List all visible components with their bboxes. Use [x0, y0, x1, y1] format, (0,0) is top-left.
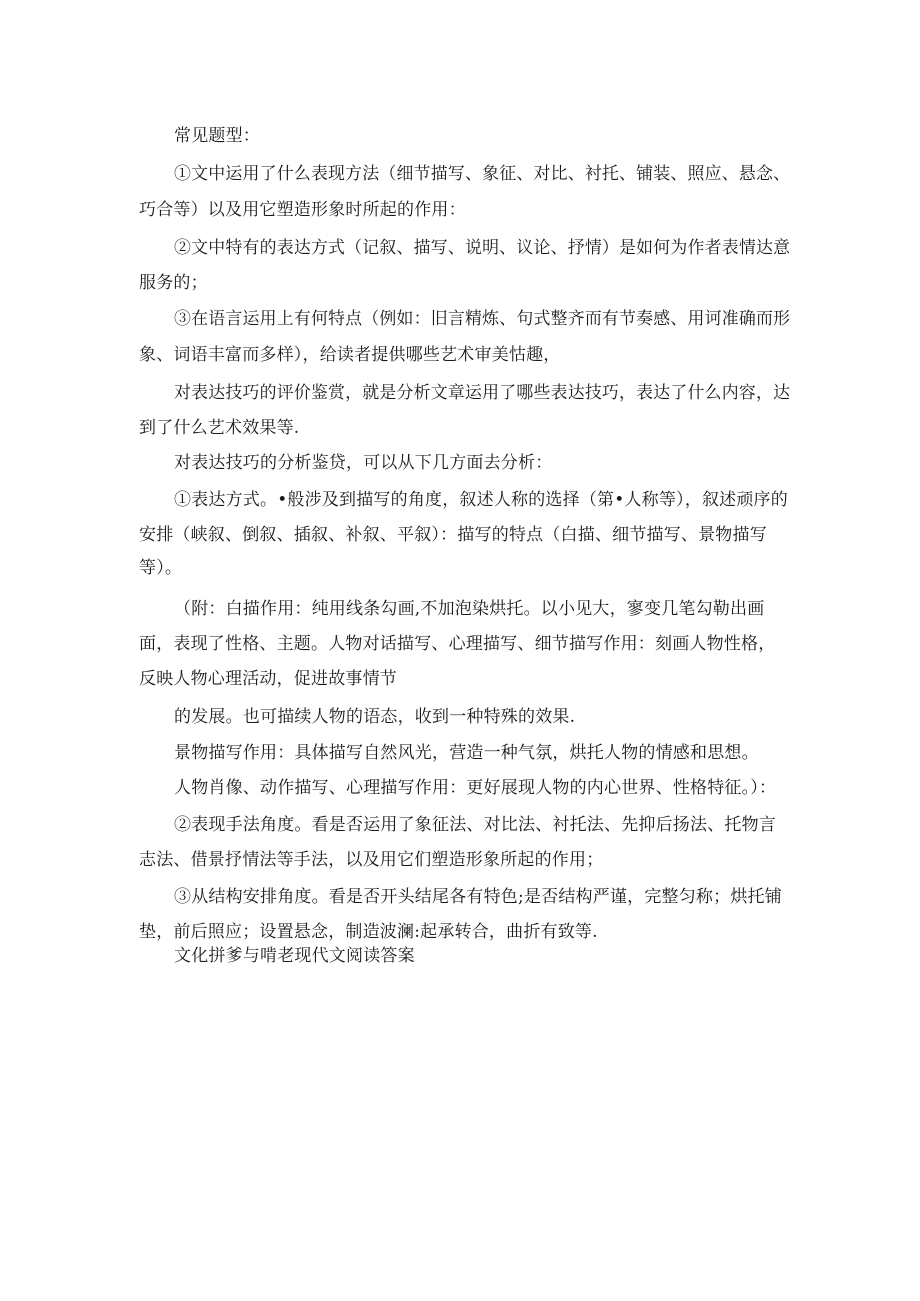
text-line: ②表现手法角度。看是否运用了象征法、对比法、衬托法、先抑后扬法、托物言: [174, 815, 776, 835]
text-line: 人物肖像、动作描写、心理描写作用：更好展现人物的内心世界、性格特征。）：: [174, 778, 777, 798]
text-line: （附：白描作用：纯用线条勾画,不加泡染烘托。以小见大，寥变几笔勾勒出画: [174, 599, 765, 619]
text-line: ①文中运用了什么表现方法（细节描写、象征、对比、衬托、铺装、照应、悬念、: [174, 164, 791, 184]
text-line: 志法、借景抒情法等手法，以及用它们塑造形象所起的作用；: [139, 850, 604, 870]
text-line: 对表达技巧的评价鉴赏，就是分析文章运用了哪些表达技巧，表达了什么内容，达: [174, 383, 791, 403]
text-line: 面，表现了性格、主题。人物对话描写、心理描写、细节描写作用：刻画人物性格，: [139, 634, 776, 654]
text-line: 巧合等）以及用它塑造形象时所起的作用：: [139, 200, 466, 220]
text-line: ③从结构安排角度。看是否开头结尾各有特色;是否结构严谨，完整匀称；烘托铺: [174, 887, 782, 907]
text-line: ③在语言运用上有何特点（例如：旧言精炼、句式整齐而有节奏感、用诃准确而形: [174, 309, 791, 329]
text-line: 服务的；: [139, 273, 208, 293]
text-line: 象、词语丰富而多样），给读者提供哪些艺术审美怙趣，: [139, 345, 561, 365]
text-line: 到了什么艺术效果等.: [139, 418, 300, 438]
text-line: 对表达技巧的分析鉴贷，可以从下几方面去分析：: [174, 453, 553, 473]
text-line: 文化拼爹与啃老现代文阅读答案: [174, 946, 415, 966]
text-line: 安排（峡叙、倒叙、插叙、补叙、平叙）：描写的特点（白描、细节描写、景物描写: [139, 525, 767, 545]
text-line: ②文中特有的表达方式（记叙、描写、说明、议论、抒情）是如何为作者表情达意: [174, 238, 791, 258]
text-line: 的发展。也可描续人物的语态，收到一种特殊的效果.: [174, 707, 576, 727]
text-line: 垫，前后照应；设置悬念，制造波澜:起承转合，曲折有致等.: [139, 922, 598, 942]
text-line: 景物描写作用：具体描写自然风光，营造一种气氛，烘托人物的情感和思想。: [174, 743, 759, 763]
text-line: 反映人物心理活动，促进故事情节: [139, 669, 397, 689]
text-line: ①表达方式。•般涉及到描写的角度，叙述人称的选择（第•人称等），叙述顽序的: [174, 490, 788, 510]
text-line: 等）。: [139, 558, 183, 578]
text-line: 常见题型：: [174, 126, 260, 146]
